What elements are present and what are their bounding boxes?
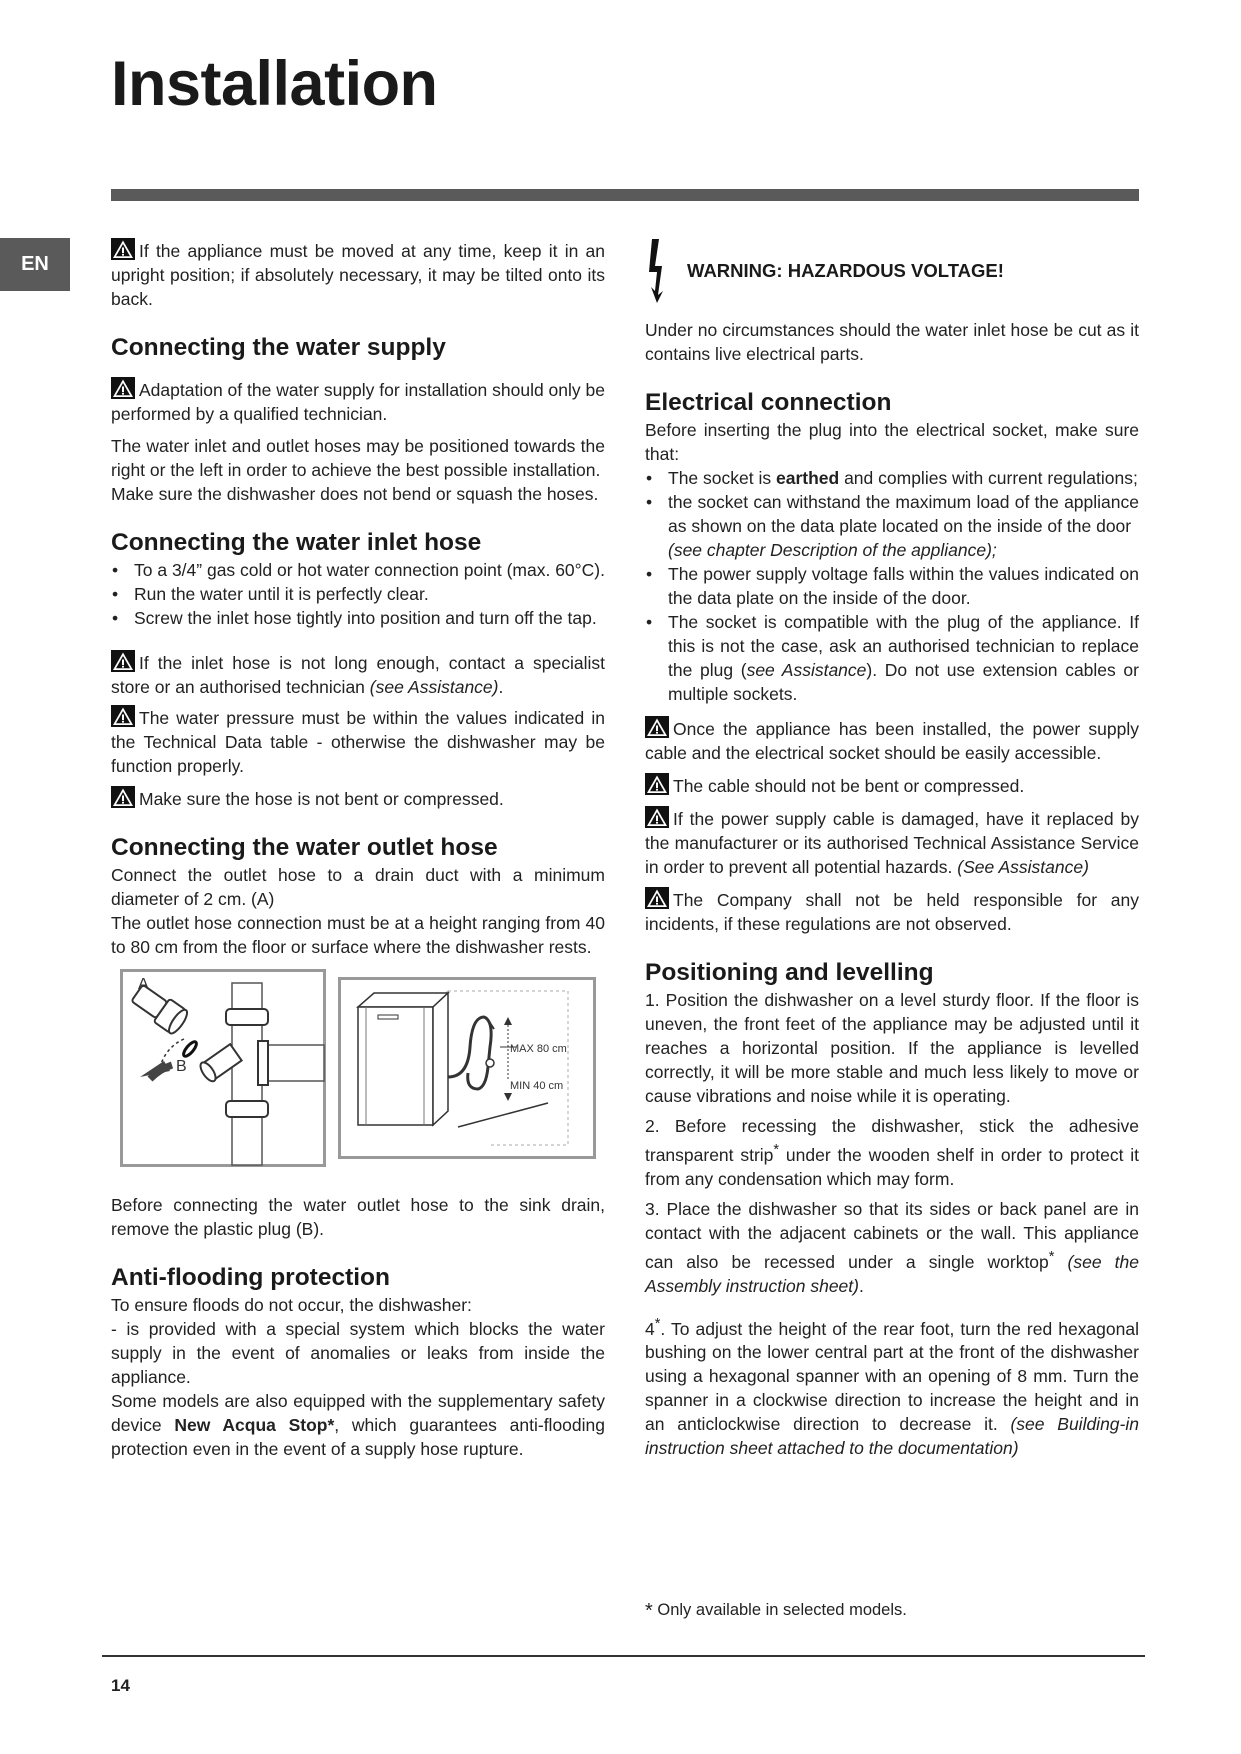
list-item: • The socket is earthed and complies with current regulations; — [645, 466, 1139, 490]
outlet-hose-heading: Connecting the water outlet hose — [111, 834, 498, 861]
outlet-hose-paragraph: The outlet hose connection must be at a height ranging from 40 to 80 cm from the floor or surface where the dishwasher rests. — [111, 913, 605, 957]
left-column — [111, 238, 605, 1461]
electrical-heading: Electrical connection — [645, 389, 892, 416]
inlet-hose-warning: Make sure the hose is not bent or compressed. — [111, 786, 605, 811]
language-tab: EN — [0, 238, 70, 291]
anti-flooding-paragraph: - is provided with a special system which blocks the water supply in the event of anomalies or leaks from inside the appliance. — [111, 1319, 605, 1387]
move-note: If the appliance must be moved at any time, keep it in an upright position; if absolutely necessary, it may be tilted onto its back. — [111, 238, 605, 311]
warning-icon — [111, 650, 135, 672]
lightning-bolt-icon — [645, 239, 669, 303]
warning-icon — [645, 773, 669, 795]
electrical-list — [645, 466, 1139, 706]
figure-min-label: MIN 40 cm — [510, 1080, 564, 1092]
inlet-hose-list — [111, 558, 605, 630]
list-item: • The power supply voltage falls within the values indicated on the data plate on the inside of the door. — [645, 562, 1139, 610]
anti-flooding-paragraph: To ensure floods do not occur, the dishwasher: — [111, 1295, 472, 1315]
list-item: • The socket is compatible with the plug of the appliance. If this is not the case, ask an authorised technician to replace the plug (see Assistance). Do not use extension cables or multiple sockets. — [645, 610, 1139, 706]
right-column — [645, 238, 1139, 1460]
anti-flooding-paragraph: Some models are also equipped with the supplementary safety device New Acqua Stop*, which guarantees anti-flooding protection even in the event of a supply hose rupture. — [111, 1391, 605, 1459]
list-item: • Run the water until it is perfectly clear. — [111, 582, 605, 606]
inlet-hose-heading: Connecting the water inlet hose — [111, 529, 482, 556]
electrical-warning: If the power supply cable is damaged, have it replaced by the manufacturer or its authorised Technical Assistance Service in order to prevent all potential hazards. (See Assistance) — [645, 806, 1139, 879]
warning-icon — [645, 887, 669, 909]
list-item: • Screw the inlet hose tightly into position and turn off the tap. — [111, 606, 605, 630]
electrical-warning: The Company shall not be held responsible for any incidents, if these regulations are not observed. — [645, 887, 1139, 936]
page-number: 14 — [111, 1676, 130, 1695]
figure-max-label: MAX 80 cm — [510, 1043, 567, 1055]
warning-icon — [111, 786, 135, 808]
electrical-intro: Before inserting the plug into the electrical socket, make sure that: — [645, 420, 1139, 464]
positioning-heading: Positioning and levelling — [645, 959, 934, 986]
hazard-title: WARNING: HAZARDOUS VOLTAGE! — [687, 260, 1004, 281]
warning-icon — [645, 806, 669, 828]
outlet-hose-paragraph: Connect the outlet hose to a drain duct with a minimum diameter of 2 cm. (A) — [111, 865, 605, 909]
hazard-text: Under no circumstances should the water inlet hose be cut as it contains live electrical parts. — [645, 320, 1139, 364]
water-supply-warning: Adaptation of the water supply for installation should only be performed by a qualified technician. — [111, 377, 605, 426]
hose-height-illustration — [338, 977, 596, 1159]
electrical-warning: Once the appliance has been installed, the power supply cable and the electrical socket should be easily accessible. — [645, 716, 1139, 765]
title-divider — [111, 189, 1139, 201]
page-title: Installation — [111, 49, 438, 119]
drain-connection-illustration — [120, 969, 326, 1167]
positioning-paragraph: 1. Position the dishwasher on a level sturdy floor. If the floor is uneven, the front feet of the appliance may be adjusted until it reaches a horizontal position. If the appliance is levelled correctly, it will be more stable and much less likely to move or cause vibrations and noise while it is operating. — [645, 990, 1139, 1106]
warning-icon — [111, 238, 135, 260]
positioning-paragraph: 3. Place the dishwasher so that its sides or back panel are in contact with the adjacent cabinets or the wall. This appliance can also be recessed under a single worktop* (see the Assembly instruction sheet). — [645, 1198, 1139, 1296]
outlet-hose-figure — [111, 969, 605, 1169]
warning-icon — [111, 377, 135, 399]
inlet-hose-warning: If the inlet hose is not long enough, contact a specialist store or an authorised technician (see Assistance). — [111, 650, 605, 699]
figure-label-a: A — [138, 976, 149, 993]
list-item: • To a 3/4” gas cold or hot water connection point (max. 60°C). — [111, 558, 605, 582]
hazard-warning — [645, 238, 1139, 304]
water-supply-paragraph: Make sure the dishwasher does not bend or squash the hoses. — [111, 484, 599, 504]
electrical-warning: The cable should not be bent or compressed. — [645, 773, 1139, 798]
positioning-paragraph: 4*. To adjust the height of the rear foot, turn the red hexagonal bushing on the lower central part at the front of the dishwasher using a hexagonal spanner with an opening of 8 mm. Turn the spanner in a clockwise direction to increase the height and in an anticlockwise direction to decrease it. (see Building-in instruction sheet attached to the documentation) — [645, 1315, 1139, 1459]
anti-flooding-heading: Anti-flooding protection — [111, 1264, 390, 1291]
warning-icon — [111, 705, 135, 727]
warning-icon — [645, 716, 669, 738]
water-supply-heading: Connecting the water supply — [111, 334, 446, 361]
outlet-hose-paragraph: Before connecting the water outlet hose to the sink drain, remove the plastic plug (B). — [111, 1195, 605, 1239]
positioning-paragraph: 2. Before recessing the dishwasher, stick the adhesive transparent strip* under the wooden shelf in order to protect it from any condensation which may form. — [645, 1116, 1139, 1189]
inlet-hose-warning: The water pressure must be within the values indicated in the Technical Data table - otherwise the dishwasher may be function properly. — [111, 705, 605, 778]
water-supply-paragraph: The water inlet and outlet hoses may be positioned towards the right or the left in order to achieve the best possible installation. — [111, 436, 605, 480]
footer-divider — [102, 1655, 1145, 1657]
list-item: • the socket can withstand the maximum load of the appliance as shown on the data plate located on the inside of the door (see chapter Description of the appliance); — [645, 490, 1139, 562]
figure-label-b: B — [176, 1058, 187, 1075]
footnote: * Only available in selected models. — [645, 1600, 907, 1622]
